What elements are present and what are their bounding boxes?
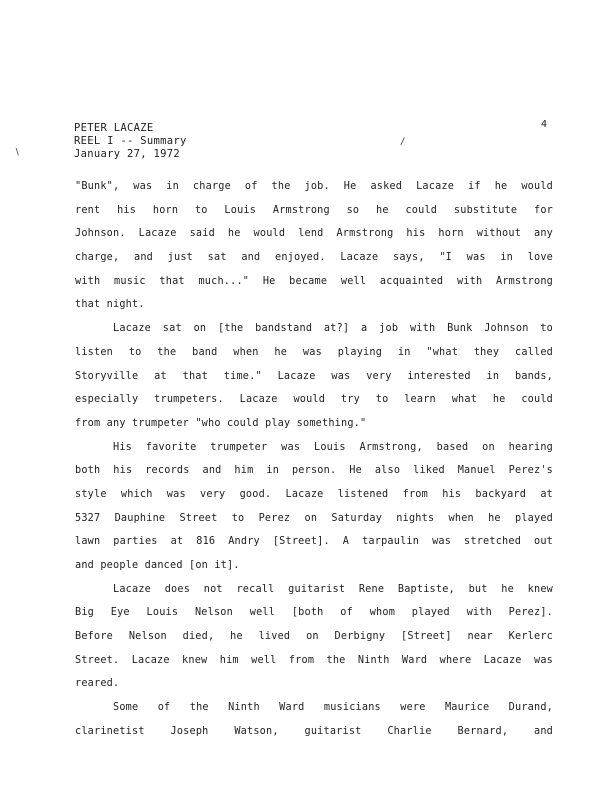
text-line: that night.: [75, 299, 145, 311]
text-line: especially trumpeters. Lacaze would try to learn what he could: [75, 394, 553, 406]
text-line: listen to the band when he was playing in "what they called: [75, 346, 553, 358]
text-line: Street. Lacaze knew him well from the Ninth Ward where Lacaze was: [75, 654, 553, 666]
reel-label: REEL I -- Summary: [74, 135, 187, 147]
text-line: style which was very good. Lacaze listened from his backyard at: [75, 488, 553, 500]
text-line: reared.: [75, 678, 120, 690]
page-number: 4: [541, 119, 548, 130]
text-line: charge, and just sat and enjoyed. Lacaze says, "I was in love: [75, 252, 553, 264]
text-line: Johnson. Lacaze said he would lend Armstrong his horn without any: [75, 228, 553, 240]
text-line: His favorite trumpeter was Louis Armstrong, based on hearing: [113, 441, 553, 453]
text-line: "Bunk", was in charge of the job. He asked Lacaze if he would: [75, 181, 553, 192]
text-line: both his records and him in person. He also liked Manuel Perez's: [75, 465, 553, 477]
text-line: Lacaze sat on [the bandstand at?] a job with Bunk Johnson to: [113, 323, 553, 335]
text-line: clarinetist Joseph Watson, guitarist Charlie Bernard, and: [75, 725, 553, 737]
stray-mark: ∕: [400, 137, 406, 147]
interviewee-name: PETER LACAZE: [74, 122, 154, 134]
text-line: 5327 Dauphine Street to Perez on Saturday nights when he played: [75, 512, 553, 524]
interview-date: January 27, 1972: [74, 148, 180, 160]
text-line: with music that much..." He became well acquainted with Armstrong: [75, 275, 553, 287]
text-line: Storyville at that time." Lacaze was very interested in bands,: [75, 370, 553, 382]
text-line: Before Nelson died, he lived on Derbigny [Street] near Kerlerc: [75, 631, 553, 643]
text-line: Lacaze does not recall guitarist Rene Baptiste, but he knew: [113, 583, 553, 595]
text-line: lawn parties at 816 Andry [Street]. A tarpaulin was stretched out: [75, 536, 553, 548]
text-line: and people danced [on it].: [75, 560, 240, 571]
text-line: from any trumpeter "who could play something.": [75, 417, 367, 429]
stray-mark: ∖: [14, 148, 20, 158]
document-header: [74, 122, 187, 161]
summary-body: [75, 179, 553, 748]
text-line: Some of the Ninth Ward musicians were Maurice Durand,: [113, 702, 553, 714]
text-line: rent his horn to Louis Armstrong so he could substitute for: [75, 204, 553, 216]
text-line: Big Eye Louis Nelson well [both of whom played with Perez].: [75, 607, 553, 619]
